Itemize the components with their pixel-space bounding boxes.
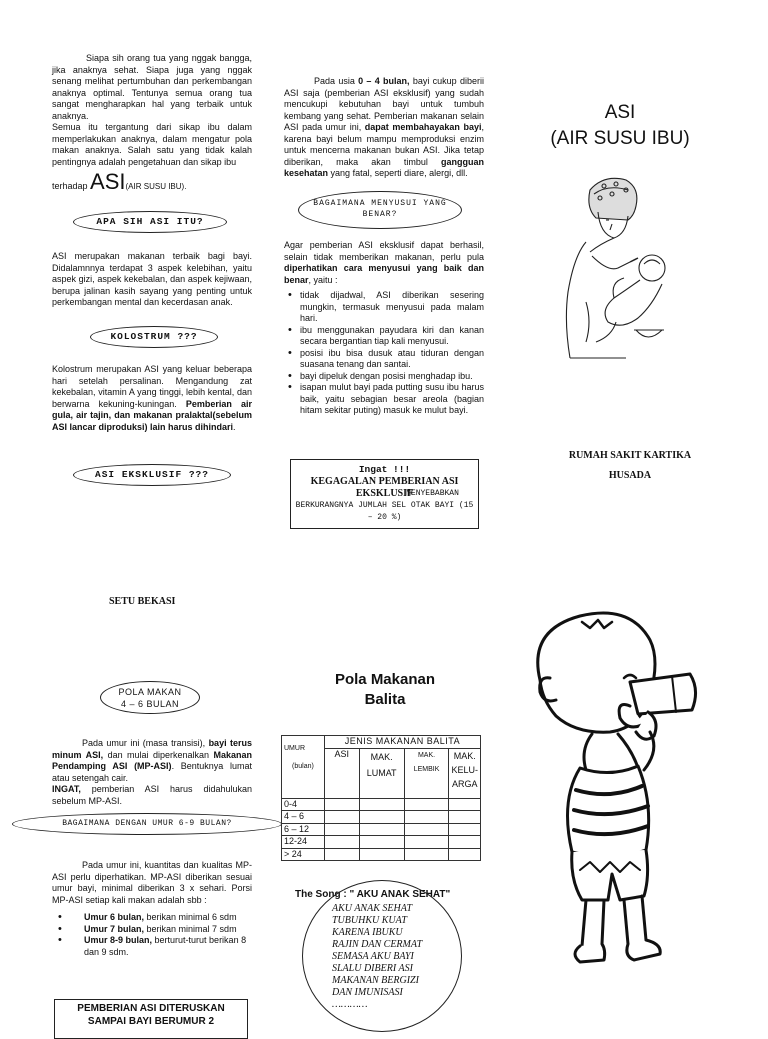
list-item — [70, 924, 252, 936]
intro-asi-expansion: (AIR SUSU IBU). — [125, 182, 187, 191]
song-line: KARENA IBUKU — [332, 927, 403, 938]
col-kel-2: KELU- — [451, 764, 478, 775]
oval-pola-makan-4-6 — [100, 681, 200, 714]
p2-b: diperhatikan cara menyusui yang baik dan benar — [284, 263, 484, 285]
oval-umur-6-9 — [12, 813, 282, 835]
mpasi-text — [52, 738, 252, 807]
asi-definition: ASI merupakan makanan terbaik bagi bayi. Didalamnnya terdapat 3 aspek kelebihan, yaitu aspek gizi, aspek kekebalan, dan aspek kejiwaan, berupa jalinan kasih sayang yang penting untuk perkembangan mental dan kecerdasan anak. — [52, 251, 252, 307]
ingat-text — [291, 488, 478, 524]
oval-umur-6-9-label: BAGAIMANA DENGAN UMUR 6-9 BULAN? — [62, 819, 232, 828]
mp-a: Pada umur ini (masa transisi), — [82, 738, 206, 748]
hospital-line-2: HUSADA — [608, 470, 652, 481]
table-row: 4 – 6 — [282, 811, 325, 824]
location-setu-bekasi: SETU BEKASI — [109, 596, 176, 607]
song-line: MAKANAN BERGIZI — [332, 975, 419, 986]
list-item — [70, 912, 252, 924]
oval-pola-line-1: POLA MAKAN — [118, 687, 182, 697]
intro-paragraph-1: Siapa sih orang tua yang nggak bangga, jika anaknya sehat. Siapa juga yang nggak senang melihat pertumbuhan dan perkembangan anaknya optimal. Tentunya semua orang tua sangat mengharapkan hal yang terbaik untuk anaknya. — [52, 53, 252, 121]
table-row: 6 – 12 — [282, 823, 325, 836]
oval-apa-sih-asi — [73, 211, 227, 233]
breastfeeding-list — [300, 290, 484, 417]
child-drinking-illustration — [520, 600, 720, 972]
table-header: JENIS MAKANAN BALITA — [324, 736, 480, 749]
col-keluarga — [449, 748, 481, 798]
kolostrum-end: . — [233, 421, 236, 432]
list-item — [70, 935, 252, 958]
col-lembik — [404, 748, 449, 798]
portion-age: Umur 8-9 bulan, — [84, 935, 153, 945]
mp-d: Makanan Pendamping ASI (MP-ASI) — [52, 749, 252, 771]
hospital-line-1: RUMAH SAKIT KARTIKA — [568, 450, 692, 461]
mp-f: INGAT, — [52, 784, 81, 794]
continue-asi-line-2: SAMPAI BAYI BERUMUR 2 — [87, 1016, 215, 1027]
oval-kolostrum-label: KOLOSTRUM ??? — [110, 331, 198, 342]
song-line: AKU ANAK SEHAT — [332, 903, 413, 914]
table-row: 12-24 — [282, 836, 325, 849]
cover-title-subtitle: (AIR SUSU IBU) — [550, 128, 690, 149]
cover-title-asi: ASI — [604, 102, 636, 123]
mp-e: . Bentuknya lumat atau setengah cair. — [52, 761, 252, 783]
ingat-title: Ingat !!! — [358, 464, 411, 475]
p1-c: bayi cukup diberii ASI saja (pemberian ASI eksklusif) yang sudah mencukupi kebutuhan bayi untuk tumbuh kembang yang sehat. Pemberian makanan selain ASI pada umur ini, — [284, 76, 484, 132]
mpasi-6-9-text — [52, 860, 252, 906]
col-lumat — [359, 748, 404, 798]
kolostrum-bold: Pemberian air gula, air tajin, dan makanan pralaktal(sebelum ASI lancar diproduksi) lain harus dihindari — [52, 398, 252, 432]
list-item: • isapan mulut bayi pada putting susu ibu harus baik, yaitu sebagian besar areola (bagian hitam sekitar puting) masuk ke mulut bayi. — [300, 382, 484, 417]
pola-title-1: Pola Makanan — [334, 671, 436, 688]
portion-age: Umur 7 bulan, — [84, 923, 145, 934]
song-lyrics — [332, 903, 462, 1011]
list-item: • ibu menggunakan payudara kiri dan kanan secara bergantian tiap kali menyusui. — [300, 325, 484, 348]
breastfeeding-text — [284, 240, 484, 286]
oval-bagaimana-menyusui — [298, 191, 462, 229]
p1-e: , karena bayi belum mampu memproduksi enzim untuk mencerna makanan bukan ASI. Jika tetap diberikan, maka akan timbul — [284, 122, 484, 167]
col-lumat-2: LUMAT — [366, 767, 397, 778]
p1-d: dapat membahayakan bayi — [364, 122, 482, 132]
col-kel-3: ARGA — [451, 778, 478, 789]
p1-f: gangguan kesehatan — [284, 156, 484, 178]
bulan-label: (bulan) — [292, 763, 314, 770]
pola-makanan-title — [290, 670, 480, 710]
ingat-box — [290, 459, 479, 529]
song-line: RAJIN DAN CERMAT — [332, 939, 423, 950]
oval-pola-line-2: 4 – 6 BULAN — [120, 699, 180, 709]
intro-asi-line — [52, 169, 252, 194]
p2-c: , yaitu : — [308, 274, 338, 285]
oval-bagaimana-menyusui-label: BAGAIMANA MENYUSUI YANG BENAR? — [313, 199, 447, 219]
cover-title — [515, 100, 725, 152]
p1-g: yang fatal, seperti diare, alergi, dll. — [330, 168, 468, 178]
mother-feeding-baby-illustration — [556, 172, 680, 364]
song-line: SLALU DIBERI ASI — [332, 963, 413, 974]
song-line: ………… — [332, 999, 368, 1010]
intro-asi-big: ASI — [90, 169, 126, 194]
portion-amount: berturut-turut berikan 8 dan 9 sdm. — [84, 935, 247, 957]
hospital-name — [530, 446, 730, 486]
oval-kolostrum — [90, 326, 218, 348]
table-row: 0-4 — [282, 798, 325, 811]
intro-text — [52, 53, 252, 168]
portion-amount: berikan minimal 7 sdm — [146, 923, 237, 934]
intro-terhadap: terhadap — [52, 181, 88, 191]
song-line: SEMASA AKU BAYI — [332, 951, 414, 962]
oval-asi-eksklusif-label: ASI EKSKLUSIF ??? — [95, 469, 209, 480]
col-lembik-2: LEMBIK — [413, 765, 440, 773]
mp-g: pemberian ASI harus didahulukan sebelum MP-ASI. — [52, 784, 252, 806]
ingat-text-body: MENYEBABKAN BERKURANGNYA JUMLAH SEL OTAK BAYI (15 – 20 %) — [295, 488, 474, 522]
kolostrum-normal: Kolostrum merupakan ASI yang keluar beberapa hari setelah persalinan. Mengandung zat kekebalan, vitamin A yang tinggi, lebih kental, dan berwarna kekuning-kuningan. — [52, 364, 252, 409]
intro-paragraph-2: Semua itu tergantung dari sikap ibu dalam memperlakukan anaknya, dalam mengatur pola makan anaknya. Salah satu yang tidak kalah pentingnya adalah pengetahuan dan sikap ibu — [52, 122, 252, 167]
p2-a: Agar pemberian ASI eksklusif dapat berhasil, selain tidak memberikan makanan, perlu pula — [284, 240, 484, 262]
portion-list — [70, 912, 252, 958]
exclusive-asi-text — [284, 76, 484, 180]
portion-amount: berikan minimal 6 sdm — [146, 912, 237, 922]
col-lumat-1: MAK. — [370, 751, 393, 762]
song-line: TUBUHKU KUAT — [332, 915, 407, 926]
p1-b: 0 – 4 bulan, — [358, 76, 410, 86]
oval-apa-sih-asi-label: APA SIH ASI ITU? — [96, 216, 204, 227]
continue-asi-box — [54, 999, 248, 1039]
col-kel-1: MAK. — [453, 750, 476, 761]
portion-age: Umur 6 bulan, — [84, 912, 145, 922]
ingat-bold: KEGAGALAN PEMBERIAN ASI EKSKLUSIF — [310, 475, 459, 499]
song-title: The Song : " AKU ANAK SEHAT" — [295, 889, 451, 900]
mp-b: bayi terus minum ASI, — [52, 738, 252, 760]
oval-asi-eksklusif — [73, 464, 231, 486]
umur-header — [282, 736, 325, 799]
list-item: • posisi ibu bisa dusuk atau tiduran dengan suasana tenang dan santai. — [300, 348, 484, 371]
col-asi: ASI — [324, 748, 359, 798]
col-lembik-1: MAK. — [417, 751, 436, 759]
continue-asi-line-1: PEMBERIAN ASI DITERUSKAN — [77, 1003, 225, 1014]
mp2-text: Pada umur ini, kuantitas dan kualitas MP-ASI perlu diperhatikan. MP-ASI diberikan sesuai umur bayi, minimal diberikan 3 x sehari. Porsi MP-ASI setiap kali makan adalah sbb : — [52, 860, 252, 905]
table-row: > 24 — [282, 848, 325, 861]
kolostrum-text — [52, 364, 252, 433]
mp-c: dan mulai diperkenalkan — [107, 749, 210, 760]
food-table — [281, 735, 481, 861]
list-item: • tidak dijadwal, ASI diberikan sesering mungkin, termasuk menyusui pada malam hari. — [300, 290, 484, 325]
song-line: DAN IMUNISASI — [332, 987, 403, 998]
pola-title-2: Balita — [364, 691, 406, 708]
p1-a: Pada usia — [314, 76, 355, 86]
list-item: • bayi dipeluk dengan posisi menghadap ibu. — [300, 371, 484, 383]
umur-label: UMUR — [284, 745, 305, 752]
